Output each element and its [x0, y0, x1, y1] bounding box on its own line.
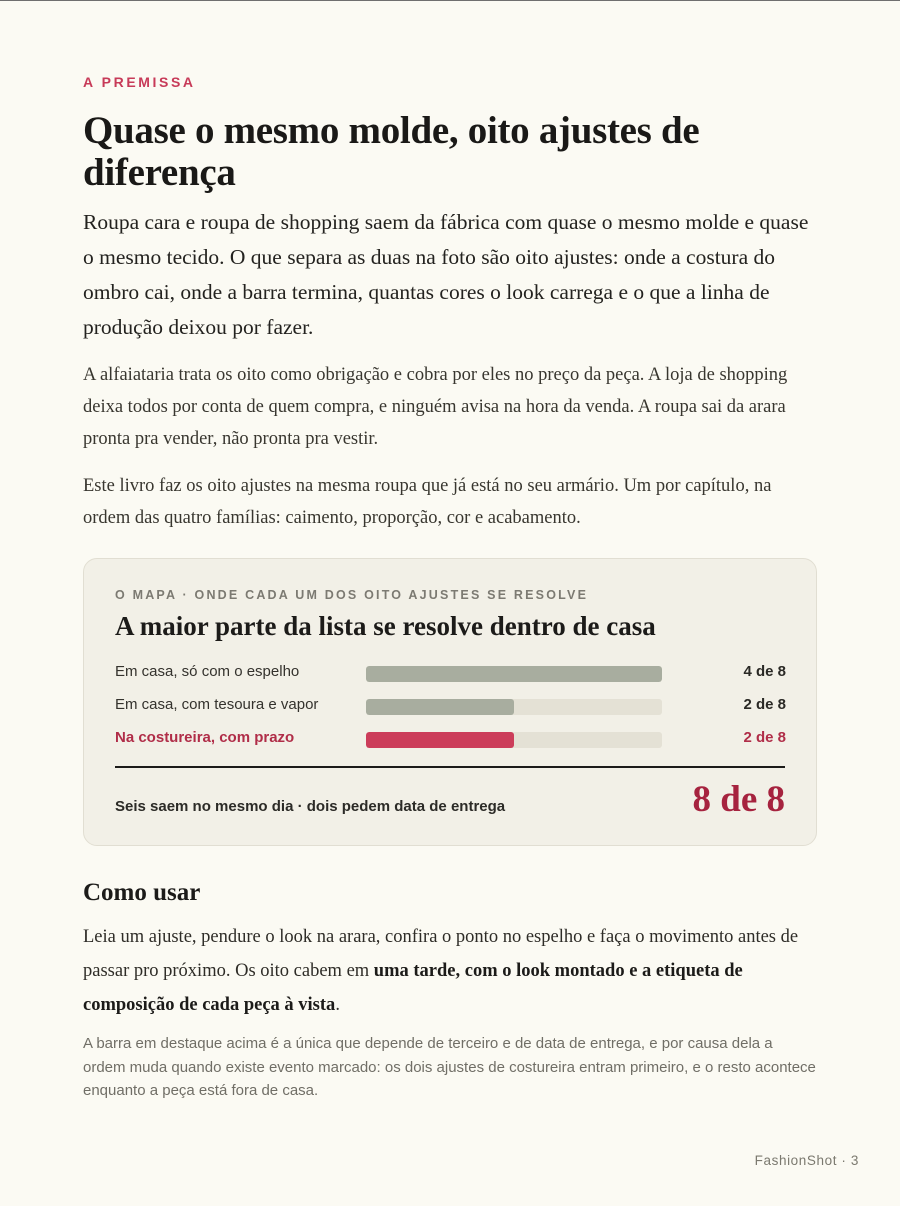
map-row-track — [366, 666, 662, 682]
map-row — [115, 694, 786, 718]
map-row-count: 2 de 8 — [743, 729, 786, 746]
map-row — [115, 727, 786, 751]
map-row-count: 4 de 8 — [743, 663, 786, 680]
map-row-label: Em casa, com tesoura e vapor — [115, 696, 319, 713]
how-to-emphasis: uma tarde, com o look montado e a etiqueta de composição de cada peça à vista — [83, 961, 743, 1015]
how-to-heading: Como usar — [83, 879, 201, 906]
section-eyebrow: A PREMISSA — [83, 74, 196, 90]
map-row-label: Na costureira, com prazo — [115, 729, 295, 746]
map-eyebrow: O MAPA · ONDE CADA UM DOS OITO AJUSTES SE RESOLVE — [115, 588, 589, 602]
map-row-bar — [366, 699, 514, 715]
page-footer — [755, 1153, 859, 1168]
page-number: 3 — [850, 1153, 859, 1168]
footer-brand: FashionShot — [754, 1153, 838, 1168]
map-row — [115, 661, 786, 685]
body-paragraph: Este livro faz os oito ajustes na mesma roupa que já está no seu armário. Um por capítulo, na ordem das quatro famílias: caimento, proporção, cor e acabamento. — [83, 476, 772, 528]
map-footer: Seis saem no mesmo dia · dois pedem data de entrega — [115, 798, 506, 815]
how-to-text-end: . — [335, 995, 340, 1015]
map-card — [83, 558, 817, 846]
map-divider — [115, 766, 785, 768]
map-row-track — [366, 699, 662, 715]
map-row-bar — [366, 732, 514, 748]
lead-paragraph: Roupa cara e roupa de shopping saem da fábrica com quase o mesmo molde e quase o mesmo tecido. O que separa as duas na foto são oito ajustes: onde a costura do ombro cai, onde a barra termina, quantas cores o look carrega e o que a linha de produção deixou por fazer. — [83, 210, 809, 339]
how-to-paragraph — [83, 920, 817, 1022]
section-title: Quase o mesmo molde, oito ajustes de diferença — [83, 109, 700, 194]
how-to-text: Leia um ajuste, pendure o look na arara, confira o ponto no espelho e faça o movimento antes de passar pro próximo. Os oito cabem em — [83, 927, 799, 981]
top-border — [0, 0, 900, 1]
map-row-track — [366, 732, 662, 748]
map-title: A maior parte da lista se resolve dentro de casa — [115, 611, 656, 641]
map-row-bar — [366, 666, 662, 682]
map-row-count: 2 de 8 — [743, 696, 786, 713]
body-paragraph: A alfaiataria trata os oito como obrigação e cobra por eles no preço da peça. A loja de shopping deixa todos por conta de quem compra, e ninguém avisa na hora da venda. A roupa sai da arara pronta pra vender, não pronta pra vestir. — [83, 365, 788, 449]
how-to-note: A barra em destaque acima é a única que depende de terceiro e de data de entrega, e por causa dela a ordem muda quando existe evento marcado: os dois ajustes de costureira entram primeiro, e o resto acontece enquanto a peça está fora de casa. — [83, 1035, 816, 1099]
footer-separator: · — [837, 1153, 851, 1168]
map-row-label: Em casa, só com o espelho — [115, 663, 300, 680]
map-total: 8 de 8 — [692, 779, 785, 820]
